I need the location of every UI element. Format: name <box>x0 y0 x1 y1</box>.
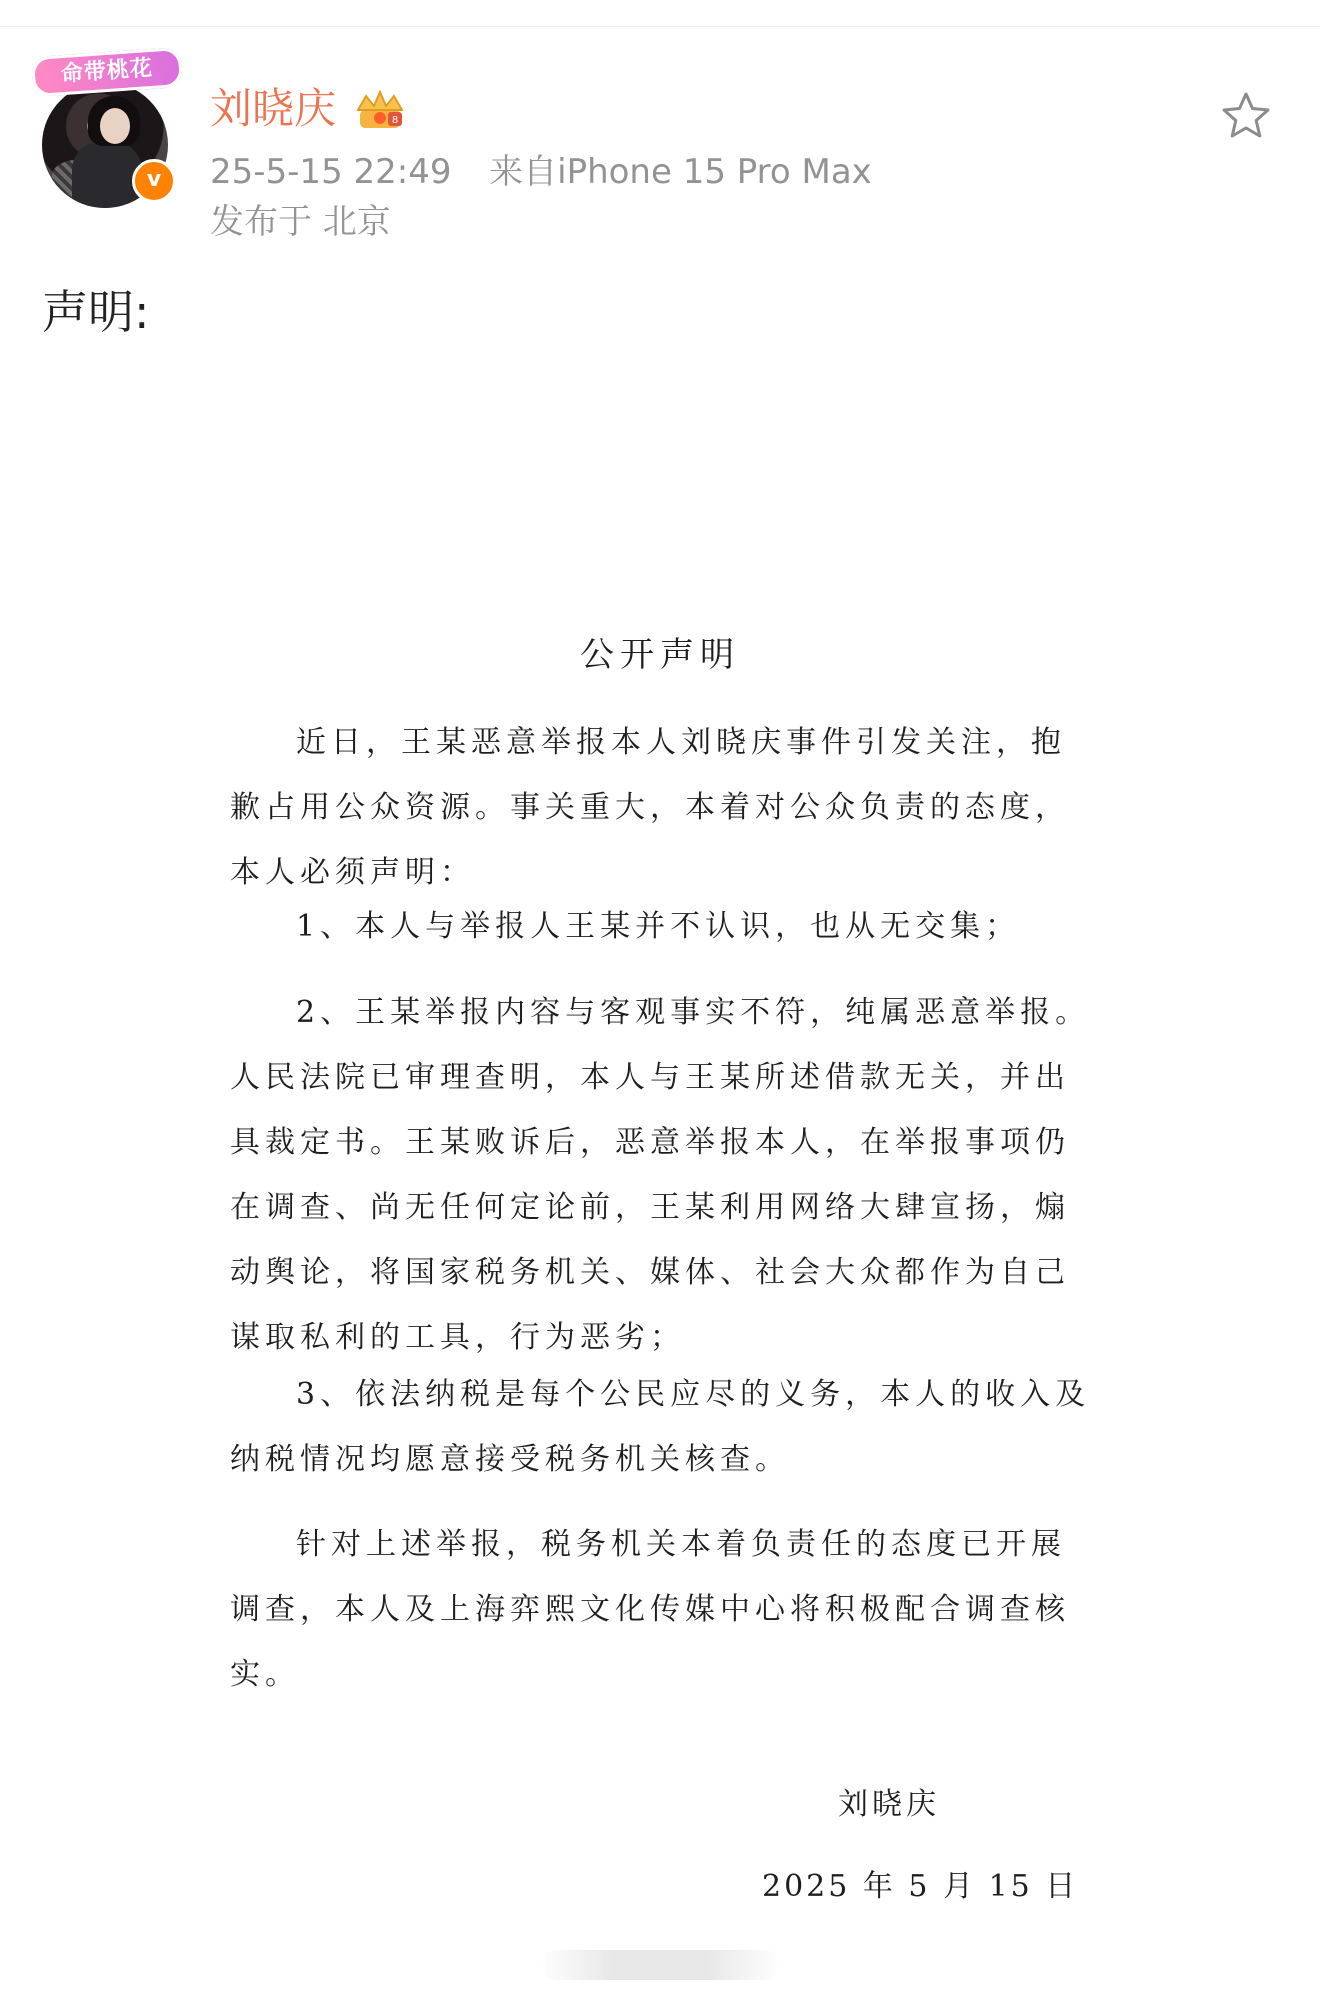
avatar-face <box>100 108 130 144</box>
crown-icon[interactable] <box>352 88 408 132</box>
avatar-pendant-tag: 命带桃花 <box>31 47 183 97</box>
verified-badge-icon: v <box>132 159 176 203</box>
signature: 刘晓庆 <box>838 1787 940 1822</box>
paragraph-point-2: 2、王某举报内容与客观事实不符，纯属恶意举报。人民法院已审理查明，本人与王某所述借款无关，并出具裁定书。王某败诉后，恶意举报本人，在举报事项仍在调查、尚无任何定论前，王某利用网络大肆宣扬，煽动舆论，将国家税务机关、媒体、社会大众都作为自己谋取私利的工具，行为恶劣； <box>230 995 1091 1355</box>
paragraph-point-3: 3、依法纳税是每个公民应尽的义务，本人的收入及纳税情况均愿意接受税务机关核查。 <box>230 1377 1091 1477</box>
paragraph-closing: 针对上述举报，税务机关本着负责任的态度已开展调查，本人及上海弈熙文化传媒中心将积极配合调查核实。 <box>230 1527 1070 1692</box>
post-source: 来自iPhone 15 Pro Max <box>489 152 872 192</box>
post-location: 发布于 北京 <box>210 202 391 242</box>
avatar[interactable] <box>32 52 182 202</box>
post-timestamp: 25-5-15 22:49 <box>210 152 452 192</box>
username[interactable]: 刘晓庆 <box>210 84 337 133</box>
statement-image[interactable] <box>0 600 1320 1996</box>
paragraph-intro: 近日，王某恶意举报本人刘晓庆事件引发关注，抱歉占用公众资源。事关重大，本着对公众负责的态度，本人必须声明： <box>230 725 1070 890</box>
post-meta <box>210 150 872 194</box>
image-watermark-strip <box>540 1950 780 1980</box>
star-icon[interactable] <box>1216 86 1276 146</box>
top-divider <box>0 0 1320 27</box>
svg-text:8: 8 <box>391 115 399 126</box>
signature-date: 2025 年 5 月 15 日 <box>762 1869 1079 1904</box>
avatar-dress <box>72 142 142 208</box>
paragraph-point-1: 1、本人与举报人王某并不认识，也从无交集； <box>296 909 1021 944</box>
post-text: 声明: <box>42 285 150 339</box>
document-title: 公开声明 <box>580 635 740 675</box>
